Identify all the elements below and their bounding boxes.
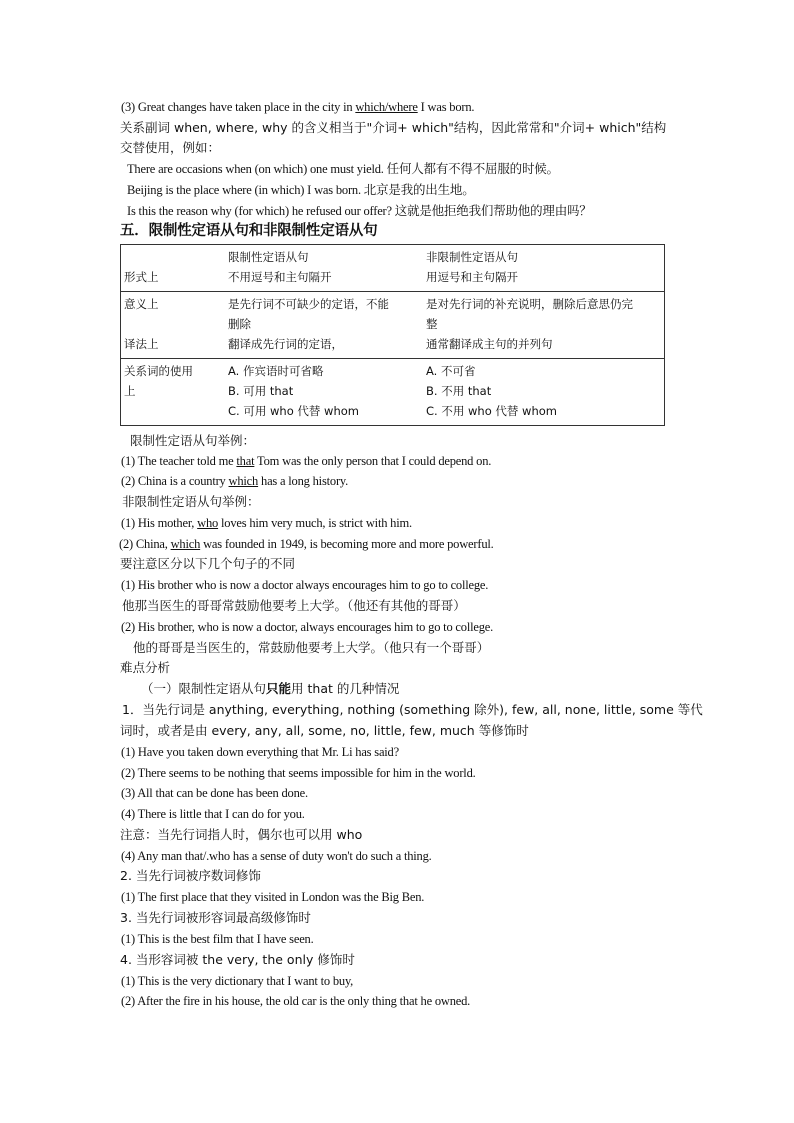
table-row-meaning	[120, 291, 664, 359]
point-1-example-3: (3) All that can be done has been done.	[121, 786, 308, 800]
restrictive-examples-heading: 限制性定语从句举例：	[130, 433, 256, 448]
point-3-example-1: (1) This is the best film that I have seen.	[121, 932, 314, 946]
example-sentence-2: Beijing is the place where (in which) I was born. 北京是我的出生地。	[127, 183, 475, 197]
text: (1) His mother,	[121, 516, 198, 530]
example-sentence-1: There are occasions when (on which) one must yield. 任何人都有不得不屈服的时候。	[127, 162, 559, 176]
cell-relative-restrictive	[224, 359, 422, 426]
relative-nonrestrictive-a: A. 不可省	[426, 364, 476, 379]
cell-meaning-restrictive	[224, 291, 422, 359]
relative-restrictive-c: C. 可用 who 代替 whom	[228, 404, 359, 419]
relative-label-2: 上	[124, 384, 136, 399]
bold-word: 只能	[266, 681, 292, 696]
header-nonrestrictive: 非限制性定语从句	[426, 250, 518, 264]
underlined-word: who	[197, 516, 219, 530]
relative-restrictive-b: B. 可用 that	[228, 384, 294, 399]
point-4-example-2: (2) After the fire in his house, the old car is the only thing that he owned.	[121, 994, 471, 1008]
text: (2) China is a country	[121, 474, 229, 488]
intro-text-end: I was born.	[417, 100, 475, 114]
point-2-example-1: (1) The first place that they visited in London was the Big Ben.	[121, 890, 425, 904]
cell-meaning-nonrestrictive	[422, 291, 664, 359]
row-label-relative	[120, 359, 224, 426]
difference-sentence-2: (2) His brother, who is now a doctor, always encourages him to go to college.	[121, 620, 494, 634]
analysis-heading: 难点分析	[120, 660, 171, 675]
cell-relative-nonrestrictive	[422, 359, 664, 426]
text: （一）限制性定语从句	[141, 681, 267, 696]
relative-nonrestrictive-c: C. 不用 who 代替 whom	[426, 404, 557, 419]
cell-form-restrictive	[224, 245, 422, 292]
intro-line-2: 关系副词 when, where, why 的含义相当于"介词+ which"结构，因此常常和"介词+ which"结构	[120, 120, 667, 135]
text: has a long history.	[258, 474, 349, 488]
difference-translation-2: 他的哥哥是当医生的，常鼓励他要考上大学。（他只有一个哥哥）	[133, 640, 490, 655]
restrictive-example-2	[121, 473, 348, 489]
intro-text: (3) Great changes have taken place in the city in	[121, 100, 356, 114]
analysis-subheading	[141, 681, 399, 697]
text: (1) The teacher told me	[121, 454, 237, 468]
translation-restrictive: 翻译成先行词的定语，	[228, 336, 343, 351]
header-restrictive: 限制性定语从句	[228, 250, 309, 264]
difference-heading: 要注意区分以下几个句子的不同	[120, 556, 296, 571]
text: 用 that 的几种情况	[291, 681, 400, 696]
underlined-word: which	[228, 474, 259, 488]
cell-form-nonrestrictive	[422, 245, 664, 292]
point-2-heading: 2. 当先行词被序数词修饰	[120, 868, 261, 883]
point-1-line-1: 1．当先行词是 anything, everything, nothing (something 除外), few, all, none, little, some 等代	[122, 702, 703, 717]
nonrestrictive-examples-heading: 非限制性定语从句举例：	[122, 494, 260, 509]
form-nonrestrictive: 用逗号和主句隔开	[426, 270, 518, 284]
meaning-label: 意义上	[124, 296, 159, 311]
difference-translation-1: 他那当医生的哥哥常鼓励他要考上大学。（他还有其他的哥哥）	[122, 598, 466, 613]
meaning-restrictive-1: 是先行词不可缺少的定语，不能	[228, 296, 389, 311]
comparison-table	[120, 244, 664, 426]
relative-label-1: 关系词的使用	[124, 364, 193, 379]
section-5-title: 五．限制性定语从句和非限制性定语从句	[120, 223, 378, 239]
example-sentence-3: Is this the reason why (for which) he refused our offer? 这就是他拒绝我们帮助他的理由吗？	[127, 204, 592, 218]
translation-nonrestrictive: 通常翻译成主句的并列句	[426, 336, 553, 351]
text: (2) China,	[119, 537, 171, 551]
meaning-nonrestrictive-1: 是对先行词的补充说明，删除后意思仍完	[426, 296, 633, 311]
underlined-word: which	[170, 537, 201, 551]
meaning-restrictive-2: 删除	[228, 316, 251, 331]
table-row-relative	[120, 359, 664, 426]
text: Tom was the only person that I could depend on.	[254, 454, 492, 468]
restrictive-example-1	[121, 453, 491, 469]
form-restrictive: 不用逗号和主句隔开	[228, 270, 332, 284]
text: loves him very much, is strict with him.	[218, 516, 412, 530]
intro-line-1	[121, 99, 474, 115]
row-label-form	[120, 245, 224, 292]
point-1-example-4: (4) There is little that I can do for you.	[121, 807, 305, 821]
difference-sentence-1: (1) His brother who is now a doctor always encourages him to go to college.	[121, 578, 489, 592]
form-label: 形式上	[124, 270, 159, 284]
relative-nonrestrictive-b: B. 不用 that	[426, 384, 492, 399]
relative-restrictive-a: A. 作宾语时可省略	[228, 364, 324, 379]
text: was founded in 1949, is becoming more and more powerful.	[200, 537, 494, 551]
meaning-nonrestrictive-2: 整	[426, 316, 438, 331]
underlined-word: that	[236, 454, 255, 468]
table-row-form	[120, 245, 664, 292]
point-1-example-1: (1) Have you taken down everything that Mr. Li has said?	[121, 745, 399, 759]
point-4-heading: 4. 当形容词被 the very, the only 修饰时	[120, 952, 355, 967]
nonrestrictive-example-2	[119, 536, 494, 552]
underlined-word: which/where	[355, 100, 418, 114]
point-1-example-2: (2) There seems to be nothing that seems impossible for him in the world.	[121, 766, 476, 780]
row-label-meaning	[120, 291, 224, 359]
point-4-example-1: (1) This is the very dictionary that I want to buy,	[121, 974, 354, 988]
point-1-line-2: 词时，或者是由 every, any, all, some, no, little, few, much 等修饰时	[120, 723, 529, 738]
translation-label: 译法上	[124, 336, 159, 351]
point-1-example-5: (4) Any man that/.who has a sense of duty won't do such a thing.	[121, 849, 432, 863]
nonrestrictive-example-1	[121, 515, 412, 531]
point-3-heading: 3. 当先行词被形容词最高级修饰时	[120, 910, 311, 925]
intro-line-3: 交替使用，例如：	[120, 140, 221, 155]
note-line: 注意：当先行词指人时，偶尔也可以用 who	[120, 827, 363, 842]
